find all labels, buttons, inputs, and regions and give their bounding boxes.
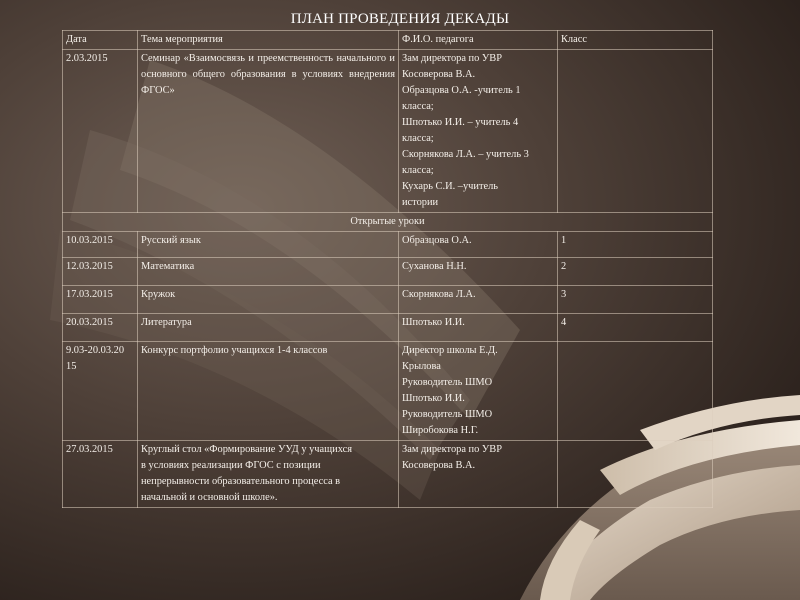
teacher-line: Директор школы Е.Д. [402, 345, 498, 356]
table-row [63, 441, 713, 508]
cell-teacher [399, 342, 558, 441]
teacher-line: Кухарь С.И. –учитель [402, 181, 499, 192]
page-title: ПЛАН ПРОВЕДЕНИЯ ДЕКАДЫ [290, 11, 510, 27]
cell-teacher [399, 441, 558, 508]
header-topic: Тема мероприятия [138, 31, 399, 50]
header-grade: Класс [558, 31, 713, 50]
teacher-line: Крылова [402, 361, 441, 372]
teacher-line: Руководитель ШМО [402, 377, 493, 388]
teacher-line: класса; [402, 101, 434, 112]
cell-topic: Математика [138, 258, 399, 286]
cell-teacher: Шпотько И.И. [399, 314, 558, 342]
teacher-line: класса; [402, 133, 434, 144]
table-row [63, 286, 713, 314]
teacher-line: Широбокова Н.Г. [402, 425, 479, 436]
cell-grade: 2 [558, 258, 713, 286]
cell-grade [558, 342, 713, 441]
teacher-line: Скорнякова Л.А. – учитель 3 [402, 149, 529, 160]
cell-date: 12.03.2015 [63, 258, 138, 286]
cell-topic: Русский язык [138, 232, 399, 258]
cell-teacher: Скорнякова Л.А. [399, 286, 558, 314]
teacher-line: истории [402, 197, 439, 208]
section-row [63, 213, 713, 232]
cell-grade: 1 [558, 232, 713, 258]
teacher-line: класса; [402, 165, 434, 176]
table-row [63, 232, 713, 258]
topic-line: Круглый стол «Формирование УУД у учащихся [141, 444, 352, 455]
cell-date [63, 342, 138, 441]
table-row [63, 314, 713, 342]
cell-topic: Литература [138, 314, 399, 342]
cell-date: 20.03.2015 [63, 314, 138, 342]
teacher-line: Зам директора по УВР [402, 444, 502, 455]
cell-grade [558, 441, 713, 508]
cell-topic: Конкурс портфолио учащихся 1-4 классов [138, 342, 399, 441]
teacher-line: Руководитель ШМО [402, 409, 493, 420]
cell-date: 10.03.2015 [63, 232, 138, 258]
cell-teacher: Образцова О.А. [399, 232, 558, 258]
cell-date: 2.03.2015 [63, 50, 138, 213]
table-header-row [63, 31, 713, 50]
teacher-line: Косоверова В.А. [402, 69, 476, 80]
teacher-line: Образцова О.А. -учитель 1 [402, 85, 521, 96]
teacher-line: Зам директора по УВР [402, 53, 502, 64]
cell-topic: Кружок [138, 286, 399, 314]
cell-topic: Семинар «Взаимосвязь и преемственность начального и основного общего образования в условиях внедрения ФГОС» [138, 50, 399, 213]
topic-line: в условиях реализации ФГОС с позиции [141, 460, 321, 471]
cell-date: 27.03.2015 [63, 441, 138, 508]
header-teacher: Ф.И.О. педагога [399, 31, 558, 50]
table-row [63, 258, 713, 286]
cell-topic [138, 441, 399, 508]
teacher-line: Шпотько И.И. [402, 393, 465, 404]
section-label: Открытые уроки [63, 213, 713, 232]
date-line: 9.03-20.03.20 [66, 345, 125, 356]
table-row [63, 342, 713, 441]
topic-line: начальной и основной школе». [141, 492, 278, 503]
teacher-line: Шпотько И.И. – учитель 4 [402, 117, 519, 128]
cell-teacher [399, 50, 558, 213]
cell-date: 17.03.2015 [63, 286, 138, 314]
cell-grade: 4 [558, 314, 713, 342]
cell-grade: 3 [558, 286, 713, 314]
cell-grade [558, 50, 713, 213]
table-row [63, 50, 713, 213]
date-line: 15 [66, 361, 77, 372]
header-date: Дата [63, 31, 138, 50]
cell-teacher: Суханова Н.Н. [399, 258, 558, 286]
events-table [62, 30, 713, 508]
teacher-line: Косоверова В.А. [402, 460, 476, 471]
topic-line: непрерывности образовательного процесса в [141, 476, 341, 487]
